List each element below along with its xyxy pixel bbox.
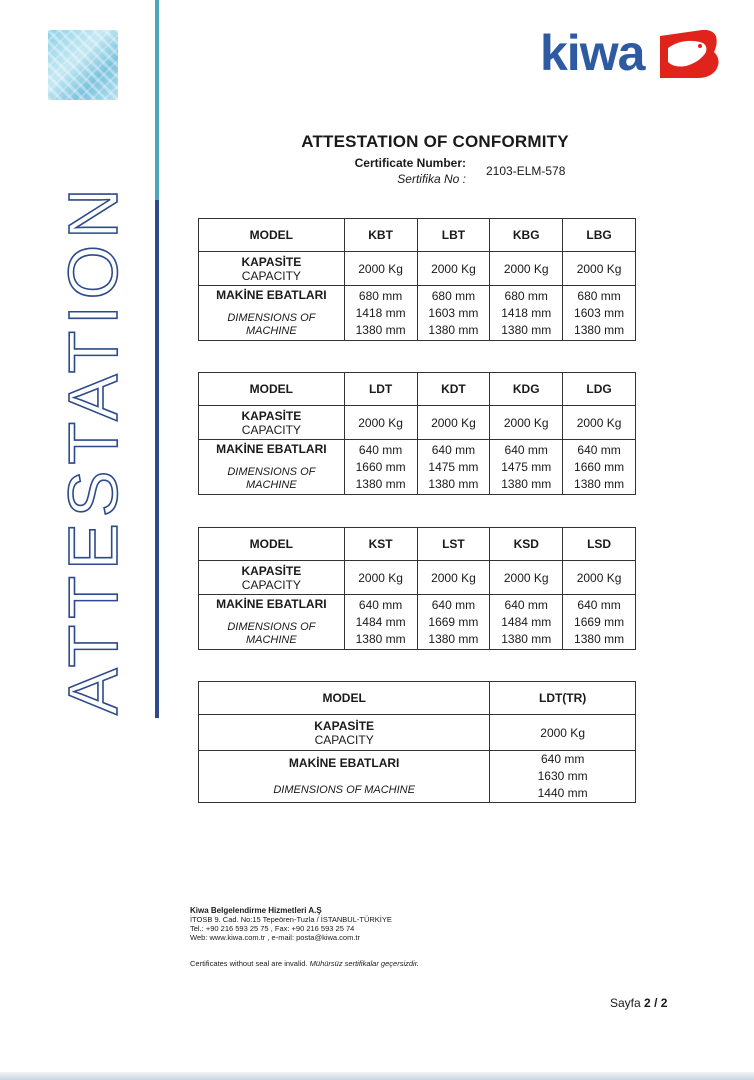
model-cell: LST [417, 528, 490, 561]
dimensions-cell: 680 mm 1418 mm 1380 mm [490, 286, 563, 341]
model-cell: LBT [417, 219, 490, 252]
dimensions-cell: 640 mm 1475 mm 1380 mm [417, 440, 490, 495]
dimensions-label: MAKİNE EBATLARI DIMENSIONS OF MACHINE [199, 286, 345, 341]
capacity-cell: 2000 Kg [563, 406, 636, 440]
model-cell: KBG [490, 219, 563, 252]
table-row [199, 715, 636, 751]
dimensions-cell: 680 mm 1603 mm 1380 mm [417, 286, 490, 341]
table-row [199, 406, 636, 440]
company-phone: Tel.: +90 216 593 25 75 , Fax: +90 216 593 25 74 [190, 924, 355, 933]
table-row [199, 219, 636, 252]
capacity-cell: 2000 Kg [490, 561, 563, 595]
dimensions-cell: 640 mm 1660 mm 1380 mm [344, 440, 417, 495]
capacity-cell: 2000 Kg [563, 561, 636, 595]
dimensions-label: MAKİNE EBATLARI DIMENSIONS OF MACHINE [199, 595, 345, 650]
side-watermark-word: ATTESTATION [54, 182, 132, 715]
model-header: MODEL [199, 373, 345, 406]
capacity-cell: 2000 Kg [417, 252, 490, 286]
model-cell: LDG [563, 373, 636, 406]
dimensions-cell: 640 mm 1669 mm 1380 mm [563, 595, 636, 650]
page-number: Sayfa 2 / 2 [610, 996, 668, 1010]
table-row [199, 528, 636, 561]
table-row [199, 252, 636, 286]
spec-table-1 [198, 218, 636, 341]
capacity-cell: 2000 Kg [417, 561, 490, 595]
table-row [199, 561, 636, 595]
model-cell: KDT [417, 373, 490, 406]
company-name: Kiwa Belgelendirme Hizmetleri A.Ş [190, 906, 322, 915]
scan-edge [0, 1072, 754, 1080]
capacity-cell: 2000 Kg [490, 252, 563, 286]
seal-notice: Certificates without seal are invalid. Mühürsüz sertifikalar geçersizdir. [190, 959, 419, 968]
dimensions-cell: 640 mm 1630 mm 1440 mm [490, 751, 636, 803]
table-row [199, 682, 636, 715]
capacity-label: KAPASİTE CAPACITY [199, 406, 345, 440]
model-header: MODEL [199, 219, 345, 252]
model-cell: LDT(TR) [490, 682, 636, 715]
dimensions-cell: 640 mm 1669 mm 1380 mm [417, 595, 490, 650]
model-cell: LSD [563, 528, 636, 561]
dimensions-label: MAKİNE EBATLARI DIMENSIONS OF MACHINE [199, 440, 345, 495]
capacity-label: KAPASİTE CAPACITY [199, 561, 345, 595]
certificate-number-label-tr: Sertifika No : [397, 172, 466, 186]
dimensions-cell: 640 mm 1660 mm 1380 mm [563, 440, 636, 495]
dimensions-label: MAKİNE EBATLARI DIMENSIONS OF MACHINE [199, 751, 490, 803]
table-row [199, 440, 636, 495]
logo-beaver-icon [660, 26, 720, 84]
spec-table-3 [198, 527, 636, 650]
dimensions-cell: 680 mm 1603 mm 1380 mm [563, 286, 636, 341]
logo-text: kiwa [540, 25, 645, 81]
company-address: İTOSB 9. Cad. No:15 Tepeören-Tuzla / İSTANBUL-TÜRKİYE [190, 915, 392, 924]
spec-table-2 [198, 372, 636, 495]
hologram-seal [48, 30, 118, 100]
model-cell: LBG [563, 219, 636, 252]
model-header: MODEL [199, 528, 345, 561]
capacity-cell: 2000 Kg [344, 252, 417, 286]
model-header: MODEL [199, 682, 490, 715]
dimensions-cell: 640 mm 1475 mm 1380 mm [490, 440, 563, 495]
dimensions-cell: 640 mm 1484 mm 1380 mm [490, 595, 563, 650]
spec-table-4 [198, 681, 636, 803]
decorative-rule-top [155, 0, 159, 200]
capacity-cell: 2000 Kg [490, 406, 563, 440]
footer-address [190, 906, 392, 942]
table-row [199, 373, 636, 406]
model-cell: LDT [344, 373, 417, 406]
certificate-number-label: Certificate Number: [354, 156, 466, 170]
capacity-label: KAPASİTE CAPACITY [199, 252, 345, 286]
table-row [199, 595, 636, 650]
model-cell: KBT [344, 219, 417, 252]
capacity-cell: 2000 Kg [417, 406, 490, 440]
capacity-cell: 2000 Kg [490, 715, 636, 751]
capacity-label: KAPASİTE CAPACITY [199, 715, 490, 751]
dimensions-cell: 680 mm 1418 mm 1380 mm [344, 286, 417, 341]
kiwa-logo [540, 26, 720, 86]
company-web: Web: www.kiwa.com.tr , e-mail: posta@kiwa.com.tr [190, 933, 361, 942]
model-cell: KDG [490, 373, 563, 406]
table-row [199, 286, 636, 341]
model-cell: KST [344, 528, 417, 561]
capacity-cell: 2000 Kg [344, 406, 417, 440]
document-title: ATTESTATION OF CONFORMITY [301, 132, 569, 151]
dimensions-cell: 640 mm 1484 mm 1380 mm [344, 595, 417, 650]
decorative-rule-bottom [155, 200, 159, 718]
table-row [199, 751, 636, 803]
capacity-cell: 2000 Kg [563, 252, 636, 286]
certificate-number: 2103-ELM-578 [486, 164, 566, 178]
capacity-cell: 2000 Kg [344, 561, 417, 595]
model-cell: KSD [490, 528, 563, 561]
